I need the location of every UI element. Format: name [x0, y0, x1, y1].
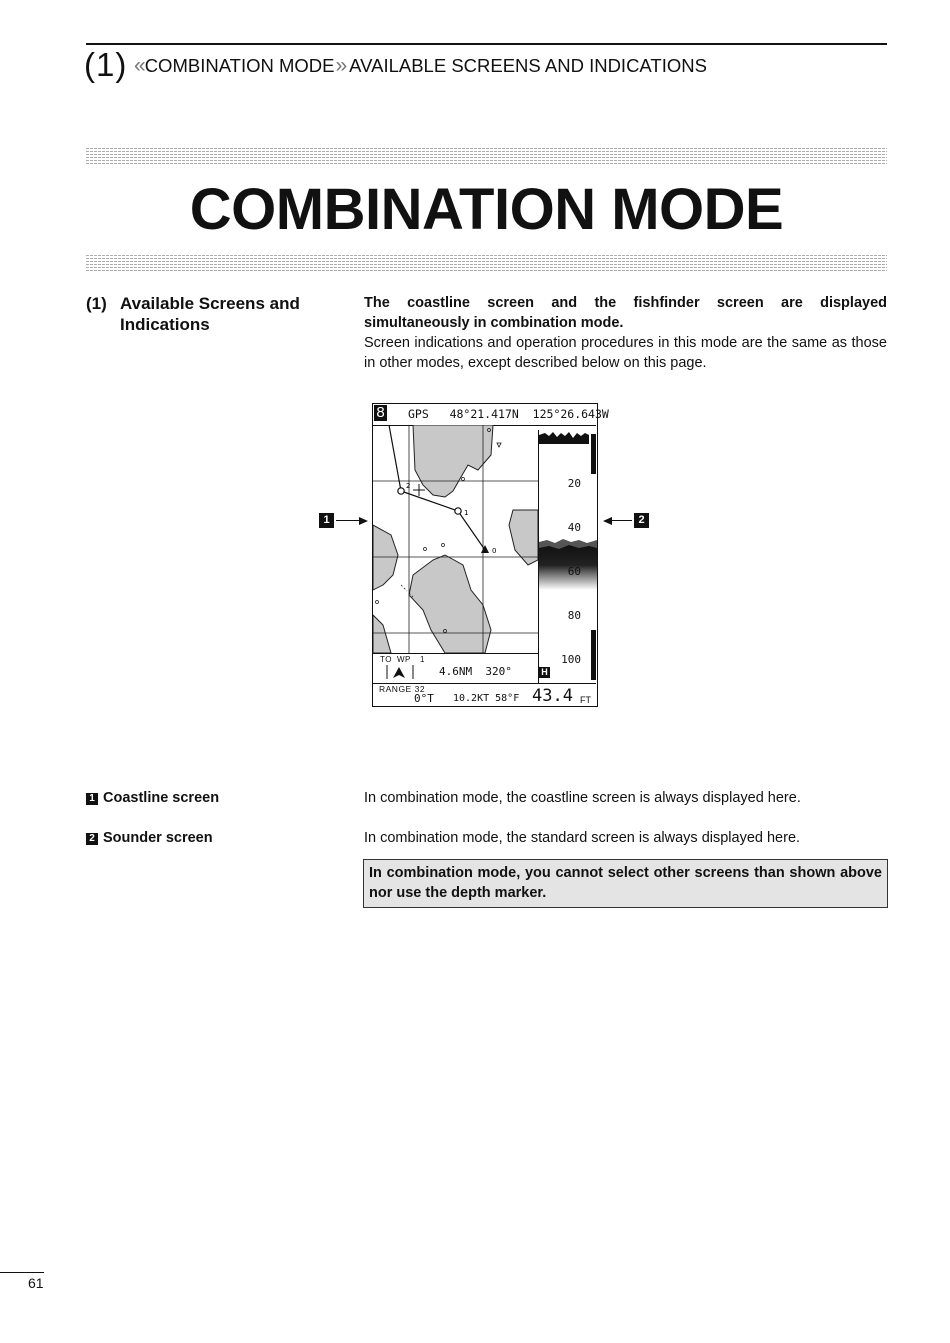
item-1-marker: 1	[86, 793, 98, 805]
range-label: RANGE 32	[379, 684, 426, 694]
coastline-screen	[373, 425, 538, 653]
depth-tick-80: 80	[567, 609, 581, 622]
wp-label: WP	[397, 655, 411, 664]
sounder-echo	[539, 430, 597, 683]
note-box: In combination mode, you cannot select other screens than shown above nor use the depth marker.	[363, 859, 888, 908]
gps-position	[408, 407, 609, 421]
header-section-number: (1)	[84, 46, 128, 83]
page-number: 61	[28, 1275, 44, 1291]
item-1-label: Coastline screen	[103, 790, 220, 806]
sounder-screen	[538, 430, 597, 683]
gps-label: GPS	[408, 407, 429, 421]
depth-tick-60: 60	[567, 565, 581, 578]
page-number-rule	[0, 1272, 44, 1273]
header-title	[134, 54, 707, 78]
status-bar	[373, 683, 596, 706]
callout-1: 1	[319, 513, 334, 528]
depth-tick-20: 20	[567, 477, 581, 490]
gps-longitude: 125°26.643W	[532, 407, 609, 421]
land-mass-southwest	[373, 615, 391, 653]
item-coastline-heading	[86, 788, 219, 808]
heading-value: 0°T	[414, 692, 434, 705]
to-label: TO	[380, 655, 392, 664]
item-2-label: Sounder screen	[103, 830, 213, 846]
depth-tick-100: 100	[561, 653, 581, 666]
land-mass-south	[409, 555, 491, 653]
waypoint-1-label: 1	[464, 509, 469, 517]
waypoint-2-icon	[398, 488, 404, 494]
depth-unit: FT	[580, 695, 591, 705]
gps-latitude: 48°21.417N	[449, 407, 519, 421]
item-2-marker: 2	[86, 833, 98, 845]
chevron-right-icon: »	[335, 54, 342, 77]
depth-tick-0: 0	[574, 433, 581, 446]
section-title: Available Screens and Indications	[120, 294, 300, 334]
land-mass-west	[373, 525, 398, 590]
depth-readout: 43.4	[532, 686, 573, 706]
section-heading	[86, 293, 320, 335]
arrow-left-icon	[603, 517, 612, 525]
ornament-band-bottom	[86, 255, 887, 273]
item-sounder-description: In combination mode, the standard screen is always displayed here.	[364, 830, 801, 846]
item-sounder-heading	[86, 828, 213, 848]
header-rule	[86, 43, 887, 45]
header-title-rest: AVAILABLE SCREENS AND INDICATIONS	[349, 55, 707, 76]
callout-2: 2	[634, 513, 649, 528]
chevron-left-icon: «	[134, 54, 140, 77]
speed-temperature: 10.2KT 58°F	[453, 693, 520, 704]
intro-bold-text: The coastline screen and the fishfinder screen are displayed simultaneously in combination mode.	[364, 295, 887, 331]
hold-indicator: H	[539, 667, 550, 678]
header-mode-label: COMBINATION MODE	[144, 55, 335, 76]
navigation-bar	[373, 653, 539, 684]
combination-display	[372, 403, 609, 707]
wp-number: 1	[420, 655, 425, 664]
distance-bearing: 4.6NM 320°	[439, 665, 512, 678]
ornament-band-top	[86, 148, 887, 166]
arrow-right-icon	[359, 517, 368, 525]
steering-indicator-icon	[385, 665, 417, 681]
land-mass-north	[413, 425, 493, 497]
display-top-bar	[373, 404, 609, 426]
waypoint-1-icon	[455, 508, 461, 514]
depth-tick-40: 40	[567, 521, 581, 534]
intro-text: Screen indications and operation procedures in this mode are the same as those in other modes, except described below on this page.	[364, 335, 887, 371]
waypoint-2-label: 2	[406, 482, 411, 490]
chapter-title: COMBINATION MODE	[189, 177, 784, 242]
coastline-chart	[373, 425, 538, 653]
section-number: (1)	[86, 294, 107, 313]
waypoint-0-label: 0	[492, 547, 497, 555]
mode-number-badge: 8	[374, 405, 387, 421]
item-coastline-description: In combination mode, the coastline screen is always displayed here.	[364, 790, 801, 806]
